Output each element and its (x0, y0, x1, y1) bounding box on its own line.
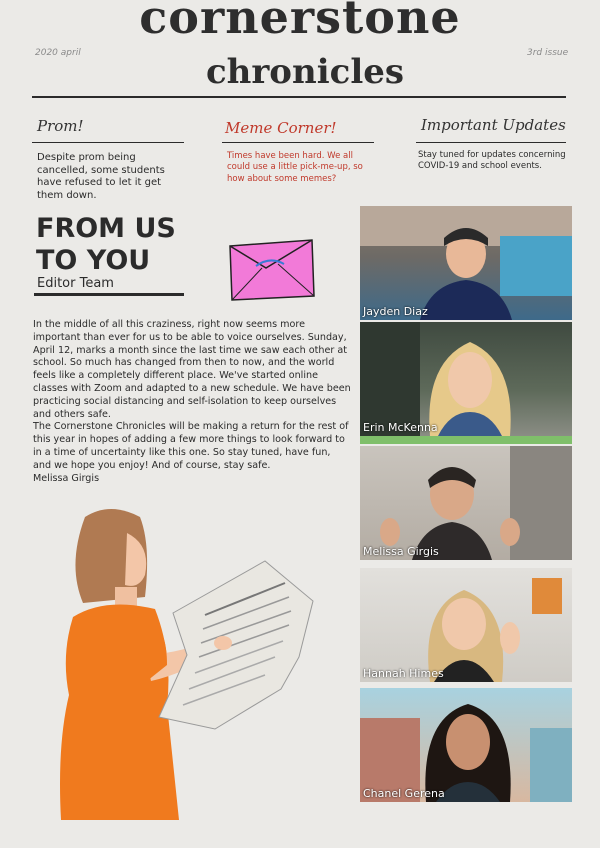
person-silhouette (360, 446, 572, 560)
feature-heading-line2: TO YOU (36, 245, 151, 276)
masthead-title-line2: chronicles (205, 52, 405, 92)
person-silhouette (360, 322, 572, 436)
issue-number: 3rd issue (527, 48, 569, 58)
team-photo-tile (360, 206, 572, 320)
masthead-title-line1: cornerstone (139, 0, 461, 44)
tile-divider (360, 436, 572, 444)
feature-byline: Editor Team (37, 276, 114, 291)
team-member-name: Melissa Girgis (363, 545, 439, 558)
feature-heading-line1: FROM US (36, 213, 176, 244)
team-member-name: Erin McKenna (363, 421, 438, 434)
team-member-name: Hannah Himes (363, 667, 444, 680)
team-photo-tile (360, 322, 572, 436)
updates-rule (416, 142, 566, 143)
person-silhouette (360, 568, 572, 682)
team-photo-tile (360, 688, 572, 802)
prom-rule (32, 142, 184, 143)
issue-date: 2020 april (35, 48, 81, 58)
meme-corner-text: Times have been hard. We all could use a little pick-me-up, so how about some memes? (227, 151, 363, 184)
feature-body: In the middle of all this craziness, right now seems more important than ever for us to be able to voice ourselves. Sunday, April 12, marks a month since the last time we saw each other at school. So much has changed from then to now, and the world feels like a completely different place. We've started online classes with Zoom and adapted to a new schedule. We have been practicing social distancing and self-isolation to keep ourselves and others safe. The Cornerstone Chronicles will be making a return for the rest of this year in hopes of adding a few more things to look forward to in a time of uncertainty like this one. So stay tuned, have fun, and we hope you enjoy! And of course, stay safe. Melissa Girgis (33, 319, 351, 484)
meme-corner-title: Meme Corner! (225, 119, 337, 137)
prom-title: Prom! (37, 117, 84, 135)
feature-heading (36, 213, 206, 277)
reader-illustration (55, 505, 320, 820)
team-photo-tile (360, 446, 572, 560)
person-silhouette (360, 206, 572, 320)
prom-text: Despite prom being cancelled, some students have refused to let it get them down. (37, 152, 165, 201)
updates-title: Important Updates (421, 116, 566, 134)
envelope-icon (226, 238, 318, 302)
team-member-name: Chanel Gerena (363, 787, 445, 800)
meme-corner-rule (222, 142, 374, 143)
updates-text: Stay tuned for updates concerning COVID-19 and school events. (418, 150, 566, 172)
team-photo-tile (360, 568, 572, 682)
masthead-rule (32, 96, 566, 98)
team-member-name: Jayden Diaz (363, 305, 428, 318)
person-silhouette (360, 688, 572, 802)
feature-rule (34, 293, 184, 296)
